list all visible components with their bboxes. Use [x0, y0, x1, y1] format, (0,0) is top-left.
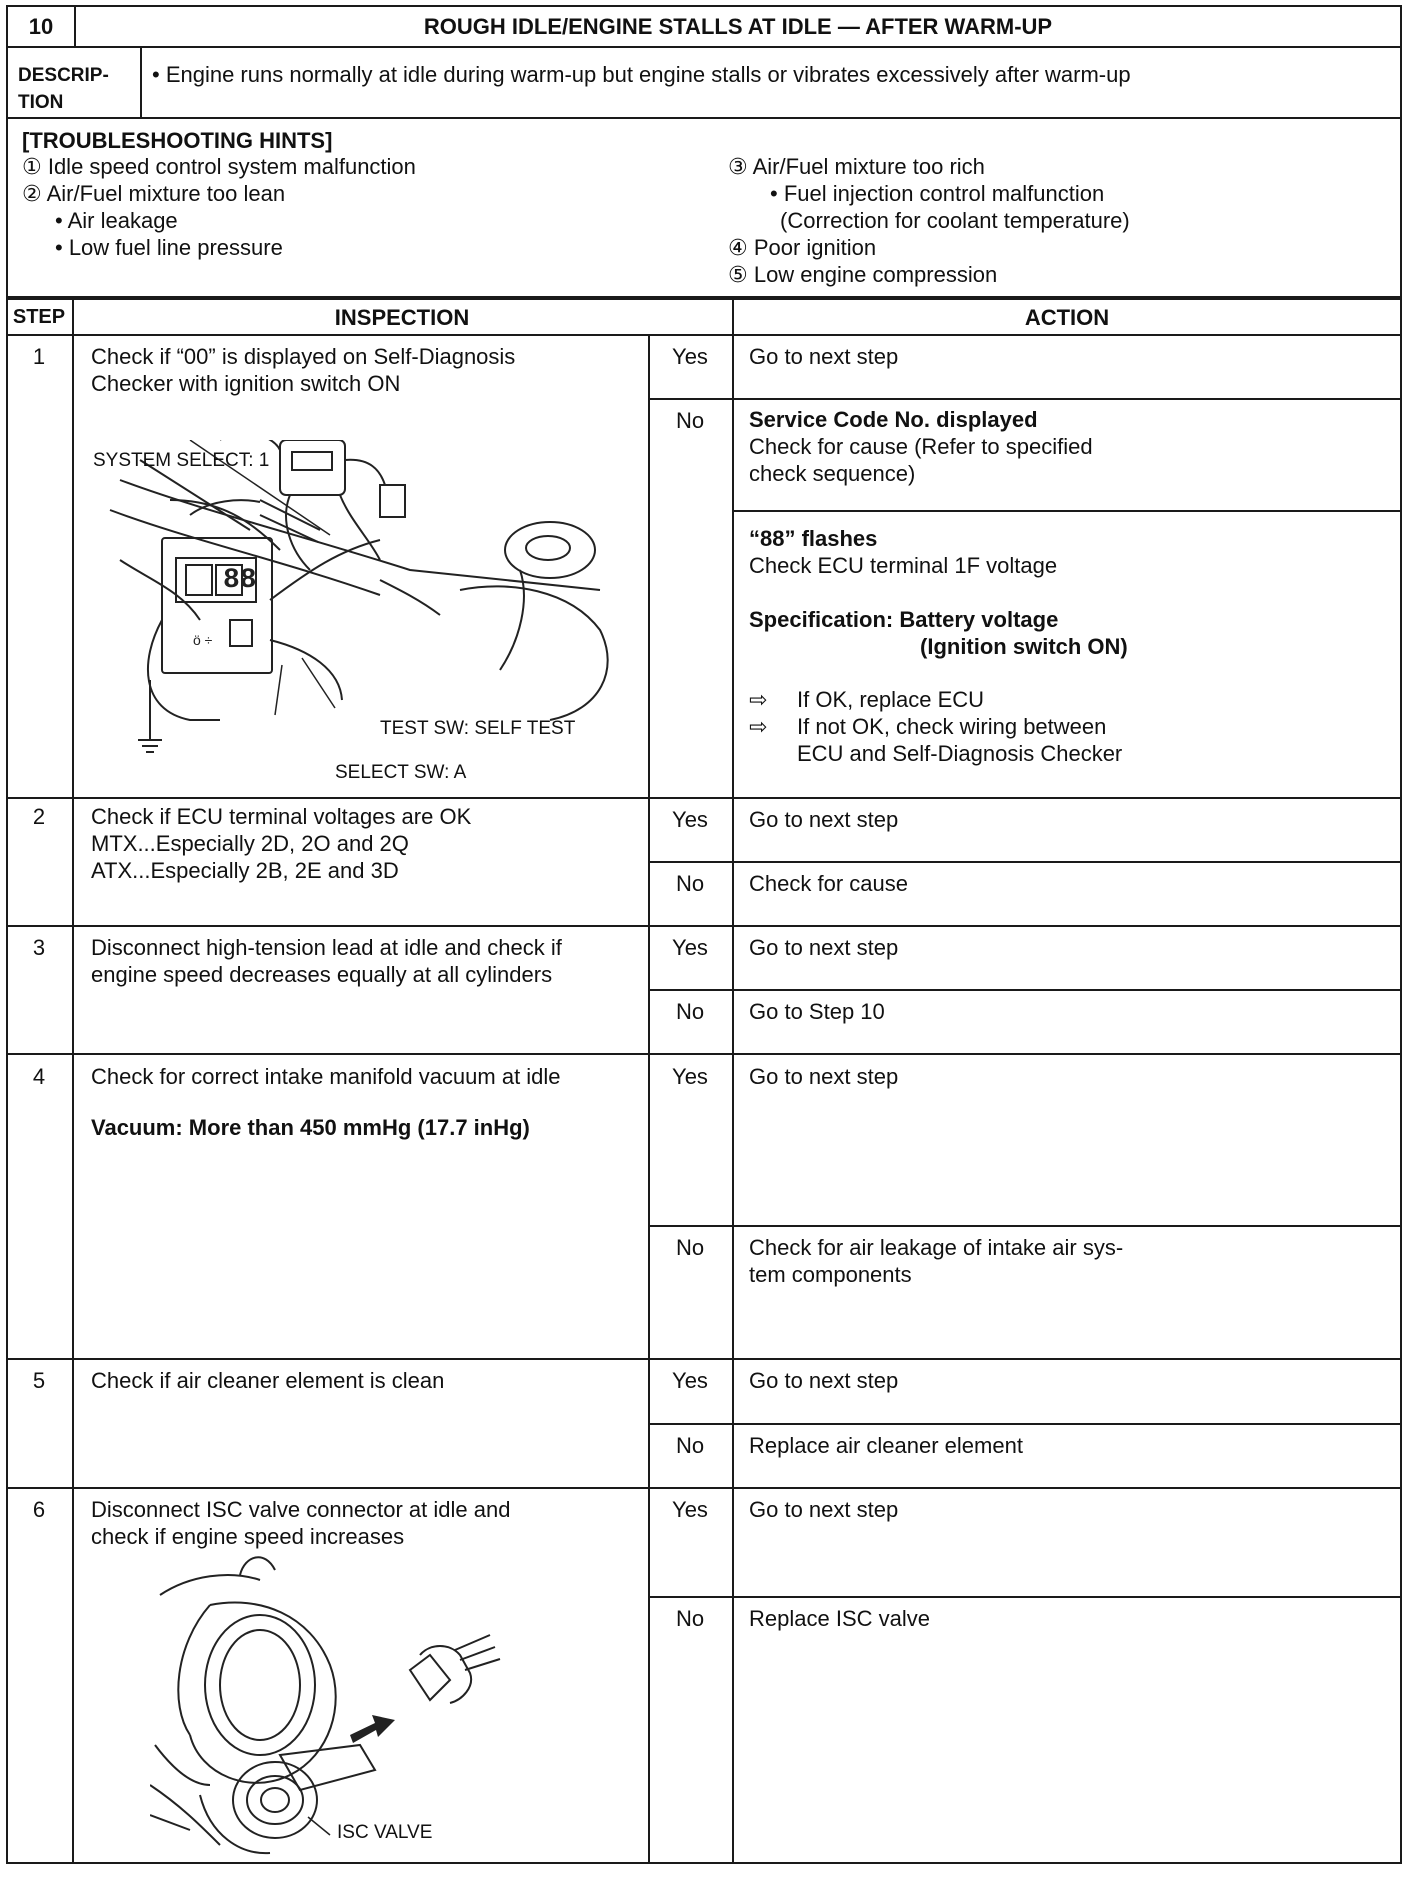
step-inspection: check if engine speed increases [91, 1524, 405, 1549]
hint-right-1: ③ Air/Fuel mixture too rich [728, 154, 985, 179]
answer-yes: Yes [672, 935, 708, 960]
step-number: 5 [32, 1368, 46, 1393]
action-yes: Go to next step [749, 344, 899, 369]
step-inspection: Check if “00” is displayed on Self-Diagnosis [91, 344, 516, 369]
action-yes: Go to next step [749, 1497, 899, 1522]
step-inspection: Check if ECU terminal voltages are OK [91, 804, 472, 829]
result-not-ok: If not OK, check wiring between [797, 714, 1107, 739]
action-no: Replace air cleaner element [749, 1433, 1023, 1458]
hint-right-3: (Correction for coolant temperature) [780, 208, 1130, 233]
hint-left-1: ① Idle speed control system malfunction [22, 154, 416, 179]
diagram-label: SELECT SW: A [335, 762, 467, 783]
diagram-label: TEST SW: SELF TEST [380, 718, 576, 739]
step-inspection: Disconnect high-tension lead at idle and check if [91, 935, 562, 960]
answer-no: No [675, 1433, 705, 1458]
result-ok: If OK, replace ECU [797, 687, 985, 712]
col-step: STEP [12, 306, 66, 328]
description-text: • Engine runs normally at idle during warm-up but engine stalls or vibrates excessively after warm-up [152, 62, 1131, 87]
answer-yes: Yes [672, 1064, 708, 1089]
col-inspection: INSPECTION [334, 305, 470, 330]
action-text: Check ECU terminal 1F voltage [749, 553, 1058, 578]
section-title: ROUGH IDLE/ENGINE STALLS AT IDLE — AFTER WARM-UP [423, 14, 1053, 39]
arrow-icon: ⇨ [749, 714, 768, 739]
action-yes: Go to next step [749, 1064, 899, 1089]
action-no: Check for air leakage of intake air sys- [749, 1235, 1124, 1260]
hint-left-4: • Low fuel line pressure [55, 235, 283, 260]
section-number: 10 [28, 14, 54, 39]
action-title: “88” flashes [749, 526, 878, 551]
hints-title: [TROUBLESHOOTING HINTS] [22, 128, 333, 153]
description-label: DESCRIP- [18, 65, 109, 86]
action-yes: Go to next step [749, 935, 899, 960]
answer-no: No [675, 408, 705, 433]
answer-yes: Yes [672, 344, 708, 369]
step-inspection: Check for correct intake manifold vacuum at idle [91, 1064, 561, 1089]
step-number: 4 [32, 1064, 46, 1089]
diagram-label: ISC VALVE [337, 1822, 433, 1843]
col-action: ACTION [1024, 305, 1110, 330]
isc-valve-diagram [150, 1555, 510, 1855]
step-number: 1 [32, 344, 46, 369]
step-inspection: Disconnect ISC valve connector at idle and [91, 1497, 511, 1522]
action-text: Check for cause (Refer to specified [749, 434, 1093, 459]
spec-text: (Ignition switch ON) [920, 634, 1128, 659]
answer-no: No [675, 1606, 705, 1631]
action-no: Replace ISC valve [749, 1606, 930, 1631]
answer-no: No [675, 1235, 705, 1260]
step-number: 3 [32, 935, 46, 960]
arrow-icon: ⇨ [749, 687, 768, 712]
step-inspection: MTX...Especially 2D, 2O and 2Q [91, 831, 409, 856]
step-inspection: Check if air cleaner element is clean [91, 1368, 445, 1393]
action-no: Go to Step 10 [749, 999, 885, 1024]
action-text: check sequence) [749, 461, 916, 486]
svg-text:ö ÷: ö ÷ [193, 632, 213, 648]
description-label-2: TION [18, 92, 64, 113]
step-inspection: ATX...Especially 2B, 2E and 3D [91, 858, 399, 883]
action-no: tem components [749, 1262, 912, 1287]
step-number: 6 [32, 1497, 46, 1522]
spec-text: Vacuum: More than 450 mmHg (17.7 inHg) [91, 1115, 530, 1140]
spec-text: Specification: Battery voltage [749, 607, 1059, 632]
answer-yes: Yes [672, 1497, 708, 1522]
step-number: 2 [32, 804, 46, 829]
result-not-ok: ECU and Self-Diagnosis Checker [797, 741, 1123, 766]
hint-left-2: ② Air/Fuel mixture too lean [22, 181, 286, 206]
hint-right-4: ④ Poor ignition [728, 235, 877, 260]
action-title: Service Code No. displayed [749, 407, 1038, 432]
diagram-label: SYSTEM SELECT: 1 [93, 450, 270, 471]
answer-no: No [675, 871, 705, 896]
action-yes: Go to next step [749, 1368, 899, 1393]
hint-right-2: • Fuel injection control malfunction [770, 181, 1105, 206]
answer-yes: Yes [672, 807, 708, 832]
checker-display: 88 [223, 565, 257, 596]
step-inspection: Checker with ignition switch ON [91, 371, 401, 396]
answer-no: No [675, 999, 705, 1024]
action-no: Check for cause [749, 871, 908, 896]
action-yes: Go to next step [749, 807, 899, 832]
hint-right-5: ⑤ Low engine compression [728, 262, 998, 287]
hint-left-3: • Air leakage [55, 208, 178, 233]
answer-yes: Yes [672, 1368, 708, 1393]
step-inspection: engine speed decreases equally at all cylinders [91, 962, 553, 987]
